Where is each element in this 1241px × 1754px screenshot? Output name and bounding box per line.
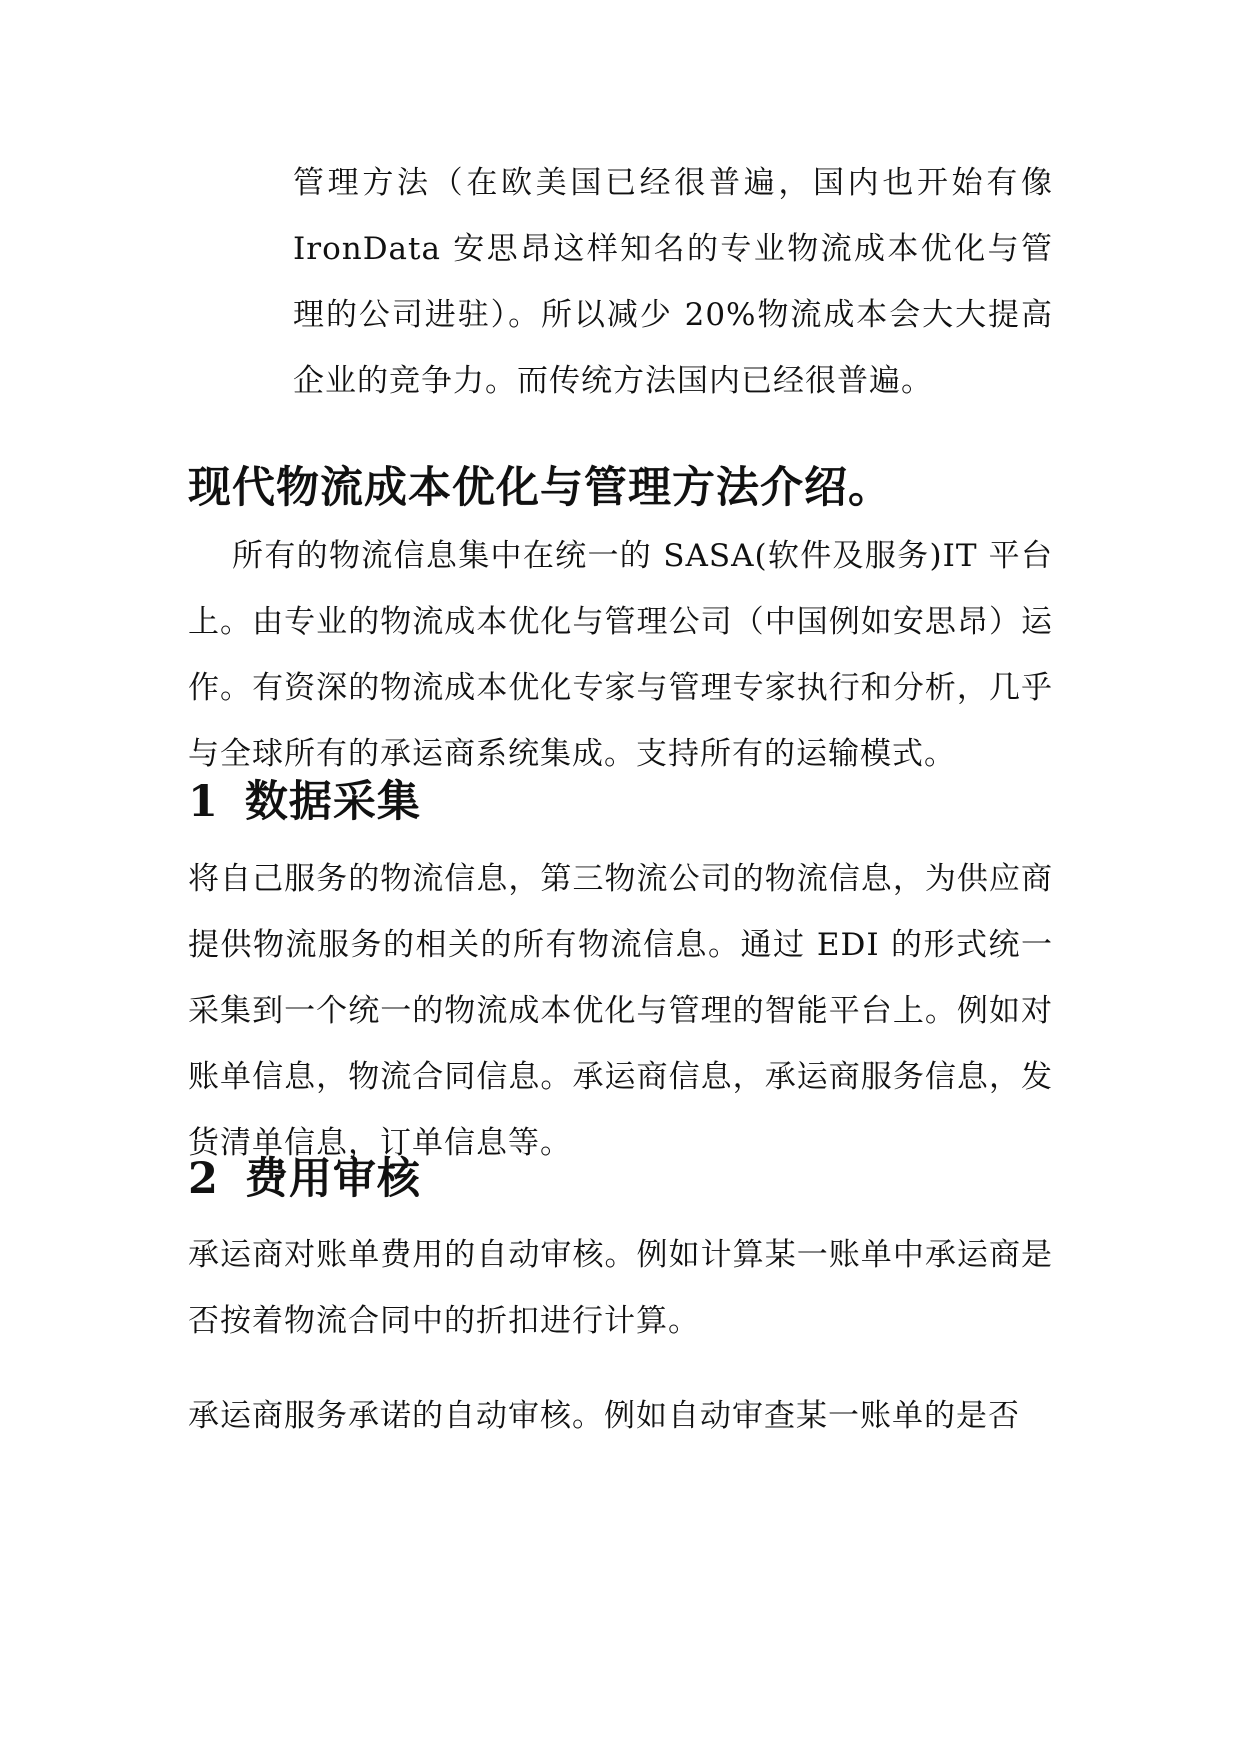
cost-audit-paragraph-1: 承运商对账单费用的自动审核。例如计算某一账单中承运商是否按着物流合同中的折扣进行计算。	[188, 1237, 1053, 1339]
overview-paragraph: 所有的物流信息集中在统一的 SASA(软件及服务)IT 平台上。由专业的物流成本优化与管理公司（中国例如安思昂）运作。有资深的物流成本优化专家与管理专家执行和分析，几乎与全球所有的承运商系统集成。支持所有的运输模式。	[188, 538, 1053, 772]
section-title: 费用审核	[244, 1154, 421, 1204]
intro-paragraph: 管理方法（在欧美国已经很普遍，国内也开始有像IronData 安思昂这样知名的专业物流成本优化与管理的公司进驻）。所以减少 20%物流成本会大大提高企业的竞争力。而传统方法国内已经很普遍。	[293, 165, 1053, 399]
main-heading: 现代物流成本优化与管理方法介绍。	[188, 463, 892, 513]
section-number: 1	[188, 777, 219, 827]
section-title: 数据采集	[244, 777, 421, 827]
section-heading-data-collection	[188, 772, 421, 832]
section-number: 2	[188, 1154, 219, 1204]
section-heading-cost-audit	[188, 1149, 421, 1209]
data-collection-paragraph: 将自己服务的物流信息，第三物流公司的物流信息，为供应商提供物流服务的相关的所有物流信息。通过 EDI 的形式统一采集到一个统一的物流成本优化与管理的智能平台上。例如对账单信息，物流合同信息。承运商信息，承运商服务信息，发货清单信息，订单信息等。	[188, 861, 1053, 1161]
cost-audit-paragraph-2: 承运商服务承诺的自动审核。例如自动审查某一账单的是否	[188, 1398, 1020, 1434]
